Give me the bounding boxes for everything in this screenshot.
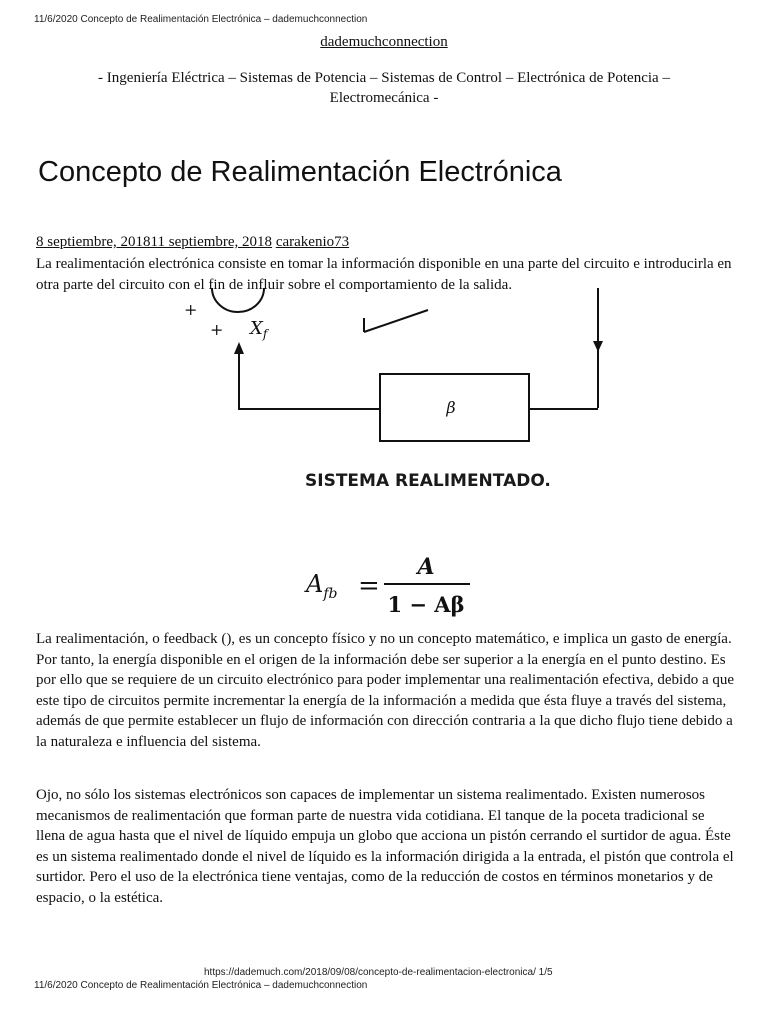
paragraph-intro: La realimentación electrónica consiste en tomar la información disponible en una parte del circuito e introducirla en otra parte del circuito con el fin de influir sobre el comportamiento de la salida. bbox=[36, 256, 732, 293]
formula-lhs-subscript: fb bbox=[323, 586, 338, 602]
post-date-link[interactable]: 8 septiembre, 201811 septiembre, 2018 bbox=[36, 234, 273, 250]
plus-sign-outer: + bbox=[184, 300, 198, 319]
xf-subscript: f bbox=[262, 327, 268, 341]
post-title: Concepto de Realimentación Electrónica bbox=[38, 156, 562, 188]
plus-sign-inner: + bbox=[210, 320, 224, 339]
amplifier-lower-line bbox=[364, 310, 428, 332]
formula-denominator: 1 − Aβ bbox=[387, 592, 465, 617]
post-meta bbox=[36, 234, 349, 251]
formula-lhs-base: A bbox=[306, 570, 324, 598]
xf-base: X bbox=[250, 318, 263, 339]
xf-label bbox=[248, 318, 270, 341]
summing-junction-arc bbox=[212, 288, 264, 312]
post-author-link[interactable]: carakenio73 bbox=[275, 234, 350, 250]
amplifier-bottom-edge bbox=[364, 288, 430, 332]
figure-caption: SISTEMA REALIMENTADO. bbox=[305, 471, 551, 491]
formula-lhs bbox=[304, 570, 338, 602]
formula-equals: = bbox=[358, 571, 380, 601]
formula-numerator: A bbox=[417, 554, 435, 580]
beta-label: β bbox=[446, 398, 456, 417]
paragraph-examples: Ojo, no sólo los sistemas electrónicos son capaces de implementar un sistema realimentado. Existen numerosos mecanismos de realimentación que forman parte de nuestra vida cotidiana. El tanque de la poceta tradicional se llena de agua hasta que el nivel de líquido empuja un globo que acciona un pistón cerrando el surtidor de agua. Éste es un sistema realimentado donde el nivel de líquido es la información dirigida a la entrada, el pistón que controla el surtidor. Pero el uso de la electrónica tiene ventajas, como de la reducción de costos en términos monetarios y de espacio, o la estética. bbox=[36, 787, 734, 906]
site-description: - Ingeniería Eléctrica – Sistemas de Potencia – Sistemas de Control – Electrónica de Potencia – Electromecánica - bbox=[98, 70, 670, 106]
paragraph-feedback: La realimentación, o feedback (), es un concepto físico y no un concepto matemático, e implica un gasto de energía. Por tanto, la energía disponible en el origen de la información debe ser superior a la energía en el punto destino. Es por ello que se requiere de un circuito electrónico para poder implementar una realimentación efectiva, debido a que este tipo de circuitos permite incrementar la energía de la información a medida que ésta fluye a través del sistema, además de que permite establecer un flujo de información con dirección contraria a la que dicho flujo tiene debido a la naturaleza e influencia del sistema. bbox=[36, 631, 735, 750]
site-title-link[interactable]: dademuchconnection bbox=[320, 34, 448, 50]
feedback-diagram bbox=[160, 288, 620, 620]
print-footer: 11/6/2020 Concepto de Realimentación Electrónica – dademuchconnection bbox=[34, 980, 368, 991]
print-header: 11/6/2020 Concepto de Realimentación Electrónica – dademuchconnection bbox=[34, 14, 368, 25]
print-footer-url: https://dademuch.com/2018/09/08/concepto-de-realimentacion-electronica/ 1/5 bbox=[204, 967, 553, 978]
feedback-arrowhead bbox=[234, 342, 244, 354]
